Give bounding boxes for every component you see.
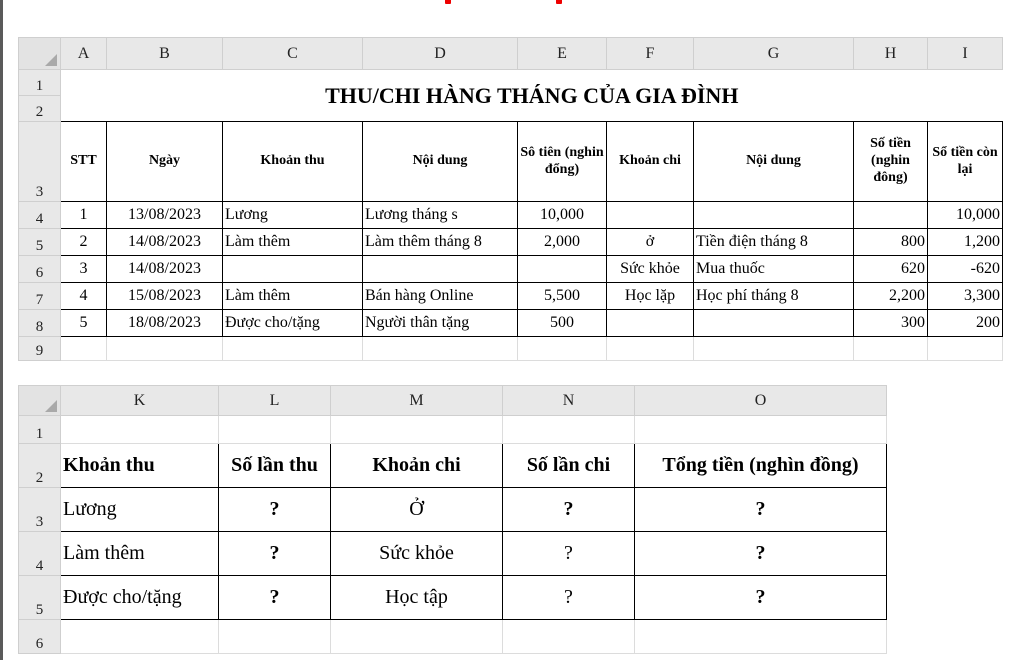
table-row	[19, 532, 887, 576]
header-noi-dung-thu[interactable]: Nội dung	[363, 122, 518, 202]
column-header[interactable]: G	[694, 38, 854, 70]
cell-noi-dung-thu[interactable]: Lương tháng s	[363, 202, 518, 229]
cell-khoan-chi[interactable]	[607, 202, 694, 229]
header-khoan-thu[interactable]: Khoản thu	[61, 444, 219, 488]
title-fragment-mark	[445, 0, 451, 4]
table-row	[19, 488, 887, 532]
empty-cell[interactable]	[503, 416, 635, 444]
empty-cell[interactable]	[607, 337, 694, 361]
column-header[interactable]: C	[223, 38, 363, 70]
header-so-tien-chi[interactable]: Số tiền (nghin đông)	[854, 122, 928, 202]
cell-so-lan-chi[interactable]: ?	[503, 576, 635, 620]
cell-so-lan-chi[interactable]: ?	[503, 488, 635, 532]
cell-noi-dung-chi[interactable]	[694, 310, 854, 337]
cell-so-tien-chi[interactable]: 620	[854, 256, 928, 283]
header-tong-tien[interactable]: Tổng tiền (nghìn đồng)	[635, 444, 887, 488]
cell-noi-dung-chi[interactable]: Tiền điện tháng 8	[694, 229, 854, 256]
empty-cell[interactable]	[503, 620, 635, 654]
row-header[interactable]: 9	[19, 337, 61, 361]
cell-tong-tien[interactable]: ?	[635, 488, 887, 532]
cell-con-lai[interactable]: 10,000	[928, 202, 1003, 229]
row-header[interactable]: 5	[19, 576, 61, 620]
table-row	[19, 202, 1003, 229]
cell-ngay[interactable]: 14/08/2023	[107, 229, 223, 256]
header-so-tien-con-lai[interactable]: Sổ tiền còn lại	[928, 122, 1003, 202]
cell-khoan-chi[interactable]: Sức khỏe	[331, 532, 503, 576]
empty-cell[interactable]	[518, 337, 607, 361]
cell-khoan-chi[interactable]: ở	[607, 229, 694, 256]
cell-khoan-thu[interactable]: Lương	[223, 202, 363, 229]
column-header[interactable]: N	[503, 386, 635, 416]
empty-cell[interactable]	[331, 620, 503, 654]
cell-con-lai[interactable]: 3,300	[928, 283, 1003, 310]
empty-cell[interactable]	[635, 416, 887, 444]
cell-stt[interactable]: 2	[61, 229, 107, 256]
column-header[interactable]: I	[928, 38, 1003, 70]
cell-so-tien-thu[interactable]: 5,500	[518, 283, 607, 310]
column-header[interactable]: E	[518, 38, 607, 70]
empty-cell[interactable]	[219, 416, 331, 444]
header-ngay[interactable]: Ngày	[107, 122, 223, 202]
table-row	[19, 576, 887, 620]
cell-stt[interactable]: 1	[61, 202, 107, 229]
spreadsheet-table-1	[18, 37, 1003, 361]
row-header[interactable]: 6	[19, 620, 61, 654]
empty-cell[interactable]	[219, 620, 331, 654]
table-row	[19, 310, 1003, 337]
row-header[interactable]: 7	[19, 283, 61, 310]
empty-cell[interactable]	[694, 337, 854, 361]
row-header[interactable]: 3	[19, 122, 61, 202]
cell-khoan-chi[interactable]: Ở	[331, 488, 503, 532]
header-so-lan-thu[interactable]: Số lần thu	[219, 444, 331, 488]
empty-cell[interactable]	[107, 337, 223, 361]
cell-noi-dung-chi[interactable]	[694, 202, 854, 229]
row-header[interactable]: 4	[19, 202, 61, 229]
column-header[interactable]: M	[331, 386, 503, 416]
cell-so-lan-thu[interactable]: ?	[219, 488, 331, 532]
header-stt[interactable]: STT	[61, 122, 107, 202]
cell-so-lan-thu[interactable]: ?	[219, 532, 331, 576]
cell-stt[interactable]: 4	[61, 283, 107, 310]
cell-ngay[interactable]: 13/08/2023	[107, 202, 223, 229]
column-header[interactable]: F	[607, 38, 694, 70]
cell-so-tien-chi[interactable]: 800	[854, 229, 928, 256]
row-header[interactable]: 3	[19, 488, 61, 532]
table-row	[19, 256, 1003, 283]
header-so-tien-thu[interactable]: Sô tiên (nghin đổng)	[518, 122, 607, 202]
header-so-lan-chi[interactable]: Số lần chi	[503, 444, 635, 488]
column-header[interactable]: H	[854, 38, 928, 70]
cell-khoan-thu[interactable]: Được cho/tặng	[61, 576, 219, 620]
header-khoan-thu[interactable]: Khoản thu	[223, 122, 363, 202]
cell-so-tien-thu[interactable]: 10,000	[518, 202, 607, 229]
empty-cell[interactable]	[363, 337, 518, 361]
cell-so-tien-chi[interactable]	[854, 202, 928, 229]
cell-khoan-thu[interactable]: Làm thêm	[223, 229, 363, 256]
column-header[interactable]: A	[61, 38, 107, 70]
row-header[interactable]: 1	[19, 70, 61, 96]
cell-so-lan-chi[interactable]: ?	[503, 532, 635, 576]
row-header[interactable]: 6	[19, 256, 61, 283]
row-header[interactable]: 5	[19, 229, 61, 256]
column-header[interactable]: L	[219, 386, 331, 416]
row-header[interactable]: 1	[19, 416, 61, 444]
cell-noi-dung-chi[interactable]: Học phí tháng 8	[694, 283, 854, 310]
cell-so-tien-chi[interactable]: 300	[854, 310, 928, 337]
cell-so-tien-thu[interactable]	[518, 256, 607, 283]
cell-con-lai[interactable]: 200	[928, 310, 1003, 337]
cell-khoan-chi[interactable]: Học tập	[331, 576, 503, 620]
column-header[interactable]: K	[61, 386, 219, 416]
empty-cell[interactable]	[61, 620, 219, 654]
cell-khoan-thu[interactable]: Được cho/tặng	[223, 310, 363, 337]
window-edge	[0, 0, 3, 660]
spreadsheet-table-2	[18, 385, 887, 654]
cell-stt[interactable]: 5	[61, 310, 107, 337]
cell-tong-tien[interactable]: ?	[635, 532, 887, 576]
cell-ngay[interactable]: 15/08/2023	[107, 283, 223, 310]
cell-stt[interactable]: 3	[61, 256, 107, 283]
cell-con-lai[interactable]: -620	[928, 256, 1003, 283]
header-noi-dung-chi[interactable]: Nội dung	[694, 122, 854, 202]
empty-cell[interactable]	[854, 337, 928, 361]
empty-cell[interactable]	[61, 416, 219, 444]
cell-ngay[interactable]: 14/08/2023	[107, 256, 223, 283]
cell-noi-dung-thu[interactable]: Bán hàng Online	[363, 283, 518, 310]
empty-cell[interactable]	[223, 337, 363, 361]
empty-cell[interactable]	[61, 337, 107, 361]
cell-so-lan-thu[interactable]: ?	[219, 576, 331, 620]
row-header[interactable]: 4	[19, 532, 61, 576]
row-header[interactable]: 8	[19, 310, 61, 337]
cell-so-tien-thu[interactable]: 2,000	[518, 229, 607, 256]
cell-khoan-chi[interactable]	[607, 310, 694, 337]
table-row	[19, 283, 1003, 310]
empty-cell[interactable]	[635, 620, 887, 654]
cell-ngay[interactable]: 18/08/2023	[107, 310, 223, 337]
cell-noi-dung-thu[interactable]	[363, 256, 518, 283]
table-row	[19, 229, 1003, 256]
column-header[interactable]: O	[635, 386, 887, 416]
cell-noi-dung-thu[interactable]: Làm thêm tháng 8	[363, 229, 518, 256]
cell-tong-tien[interactable]: ?	[635, 576, 887, 620]
empty-cell[interactable]	[928, 337, 1003, 361]
cell-so-tien-thu[interactable]: 500	[518, 310, 607, 337]
column-header[interactable]: D	[363, 38, 518, 70]
row-header[interactable]: 2	[19, 96, 61, 122]
select-all-corner[interactable]	[19, 38, 61, 70]
cell-khoan-thu[interactable]: Lương	[61, 488, 219, 532]
cell-khoan-thu[interactable]: Làm thêm	[61, 532, 219, 576]
cell-noi-dung-thu[interactable]: Người thân tặng	[363, 310, 518, 337]
empty-cell[interactable]	[331, 416, 503, 444]
header-khoan-chi[interactable]: Khoản chi	[607, 122, 694, 202]
sheet-title[interactable]: THU/CHI HÀNG THÁNG CỦA GIA ĐÌNH	[325, 82, 739, 108]
cell-noi-dung-chi[interactable]: Mua thuốc	[694, 256, 854, 283]
cell-khoan-thu[interactable]	[223, 256, 363, 283]
select-all-corner[interactable]	[19, 386, 61, 416]
column-header[interactable]: B	[107, 38, 223, 70]
cell-khoan-chi[interactable]: Học lặp	[607, 283, 694, 310]
cell-con-lai[interactable]: 1,200	[928, 229, 1003, 256]
cell-khoan-thu[interactable]: Làm thêm	[223, 283, 363, 310]
cell-so-tien-chi[interactable]: 2,200	[854, 283, 928, 310]
header-khoan-chi[interactable]: Khoản chi	[331, 444, 503, 488]
row-header[interactable]: 2	[19, 444, 61, 488]
title-fragment-mark	[556, 0, 562, 4]
cell-khoan-chi[interactable]: Sức khỏe	[607, 256, 694, 283]
